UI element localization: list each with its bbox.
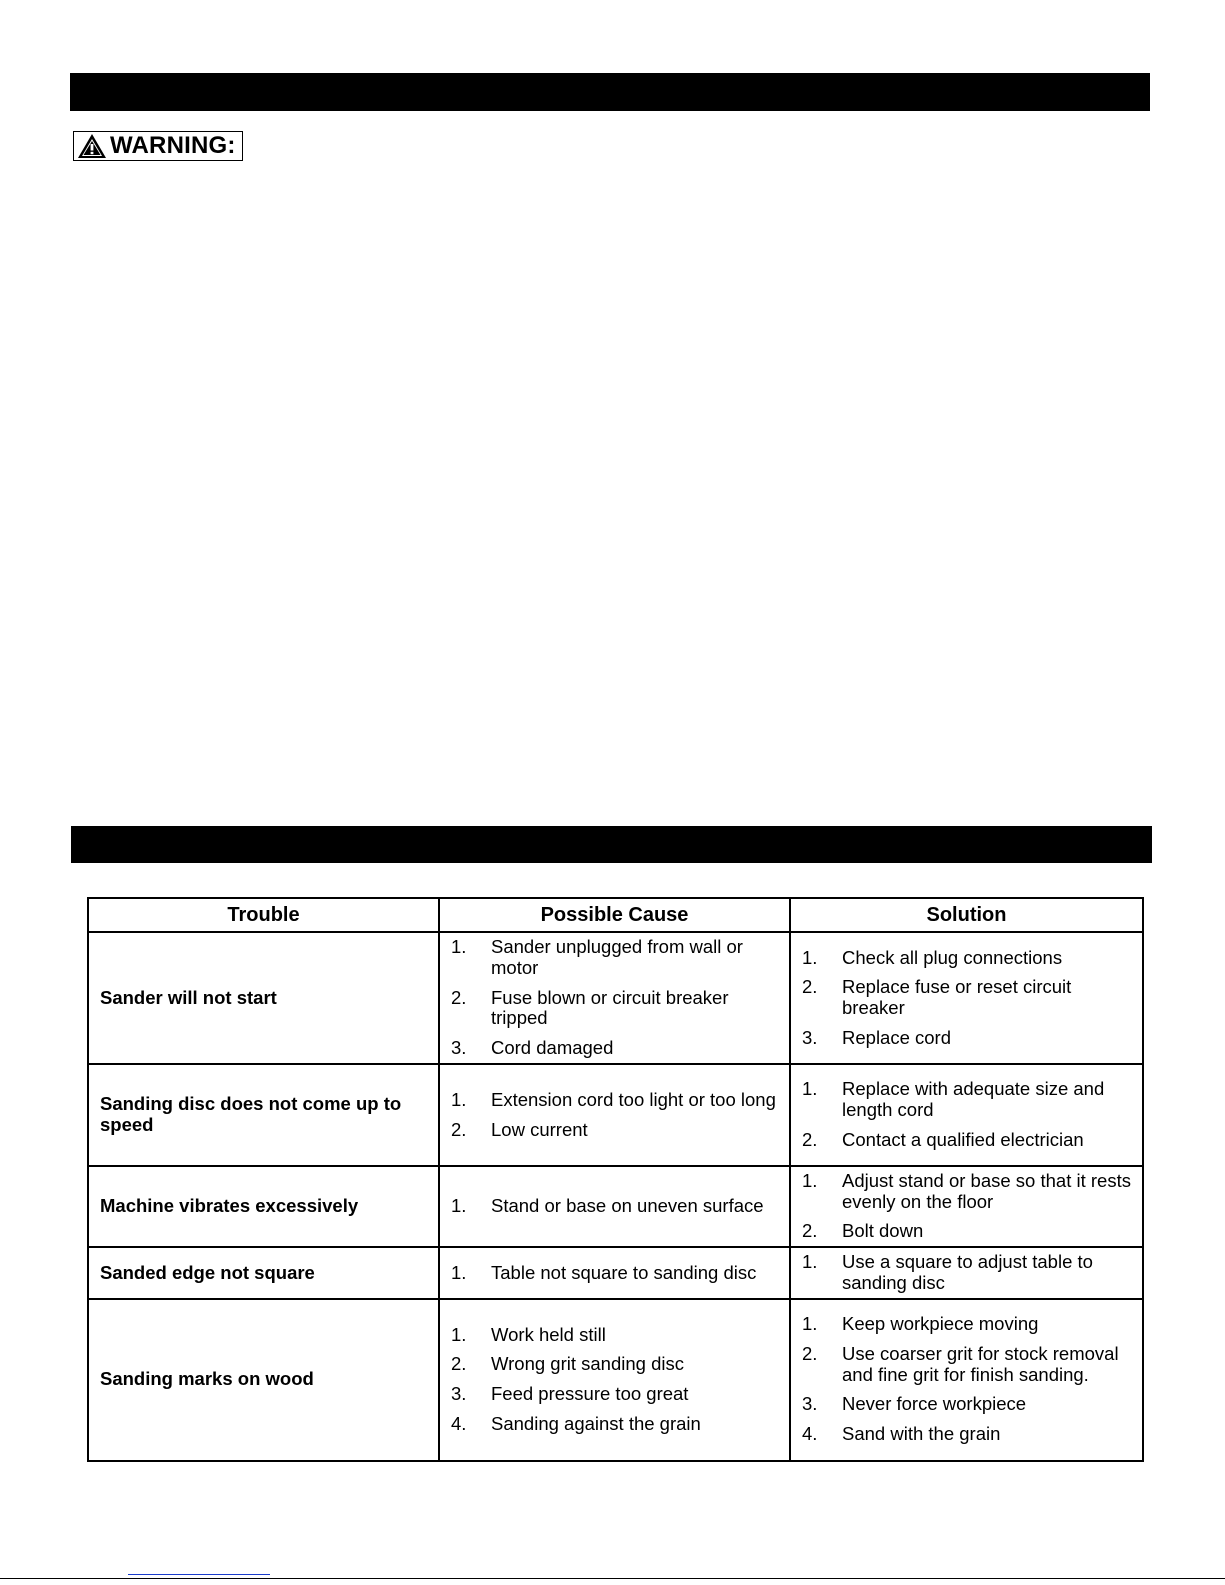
cause-list — [451, 1325, 781, 1435]
cause-list — [451, 1263, 781, 1284]
solution-item-number: 3. — [802, 1393, 818, 1415]
cause-cell — [439, 1299, 790, 1461]
cause-item — [451, 1384, 781, 1405]
cause-item-number: 1. — [451, 936, 467, 958]
solution-item-text: Sand with the grain — [842, 1423, 1001, 1445]
warning-label — [73, 131, 243, 161]
solution-item-number: 2. — [802, 1128, 818, 1150]
solution-item — [802, 1171, 1134, 1212]
solution-item-text: Use a square to adjust table to sanding disc — [842, 1251, 1093, 1293]
solution-item-text: Never force workpiece — [842, 1393, 1027, 1415]
cause-item — [451, 1325, 781, 1346]
table-row — [88, 1064, 1143, 1166]
cause-list — [451, 1090, 781, 1140]
solution-item — [802, 1079, 1134, 1120]
solution-item — [802, 1130, 1134, 1151]
solution-item-number: 3. — [802, 1026, 818, 1048]
cause-item — [451, 1120, 781, 1141]
cause-item-text: Wrong grit sanding disc — [491, 1353, 684, 1375]
solution-list — [802, 1314, 1134, 1445]
table-row — [88, 932, 1143, 1064]
cause-item — [451, 1263, 781, 1284]
solution-item-text: Replace with adequate size and length cord — [842, 1078, 1105, 1121]
solution-item — [802, 1221, 1134, 1242]
cause-item-number: 2. — [451, 1118, 467, 1140]
cause-item-text: Feed pressure too great — [491, 1383, 689, 1405]
header-trouble: Trouble — [88, 898, 439, 932]
cause-item-number: 2. — [451, 986, 467, 1008]
solution-list — [802, 948, 1134, 1049]
solution-item-number: 4. — [802, 1423, 818, 1445]
trouble-cell: Machine vibrates excessively — [88, 1166, 439, 1247]
solution-item-number: 2. — [802, 976, 818, 998]
cause-item-text: Fuse blown or circuit breaker tripped — [491, 986, 729, 1029]
solution-list — [802, 1079, 1134, 1150]
cause-item-number: 1. — [451, 1323, 467, 1345]
cause-item-text: Extension cord too light or too long — [491, 1088, 776, 1110]
solution-item — [802, 1252, 1134, 1293]
table-row — [88, 1299, 1143, 1461]
cause-item — [451, 1414, 781, 1435]
cause-item-number: 3. — [451, 1037, 467, 1059]
section-header-bar-top — [70, 73, 1150, 111]
trouble-cell: Sanding marks on wood — [88, 1299, 439, 1461]
solution-item — [802, 948, 1134, 969]
section-header-bar-troubleshooting — [71, 826, 1152, 863]
cause-list — [451, 1196, 781, 1217]
solution-item-text: Contact a qualified electrician — [842, 1128, 1084, 1150]
solution-cell — [790, 1166, 1143, 1247]
cause-item — [451, 1090, 781, 1111]
cause-item — [451, 1196, 781, 1217]
cause-item-text: Sanding against the grain — [491, 1412, 701, 1434]
cause-item-number: 1. — [451, 1195, 467, 1217]
solution-item-number: 2. — [802, 1220, 818, 1242]
cause-item-text: Cord damaged — [491, 1037, 614, 1059]
cause-cell — [439, 1166, 790, 1247]
solution-item-text: Adjust stand or base so that it rests evenly on the floor — [842, 1170, 1131, 1212]
warning-triangle-icon — [77, 133, 107, 159]
solution-item-number: 1. — [802, 946, 818, 968]
cause-item-text: Work held still — [491, 1323, 606, 1345]
solution-cell — [790, 1247, 1143, 1298]
solution-item-text: Check all plug connections — [842, 946, 1063, 968]
solution-cell — [790, 1064, 1143, 1166]
solution-item-text: Use coarser grit for stock removal and fine grit for finish sanding. — [842, 1343, 1119, 1385]
table-row — [88, 1166, 1143, 1247]
solution-item — [802, 1314, 1134, 1335]
cause-item-number: 3. — [451, 1383, 467, 1405]
troubleshooting-table — [87, 897, 1144, 1462]
header-solution: Solution — [790, 898, 1143, 932]
header-possible-cause: Possible Cause — [439, 898, 790, 932]
solution-list — [802, 1252, 1134, 1293]
cause-item-text: Table not square to sanding disc — [491, 1261, 757, 1283]
solution-item — [802, 1394, 1134, 1415]
cause-item — [451, 1354, 781, 1375]
warning-text: WARNING: — [110, 132, 236, 159]
cause-item-number: 2. — [451, 1353, 467, 1375]
solution-item-text: Keep workpiece moving — [842, 1313, 1039, 1335]
cause-item — [451, 937, 781, 978]
solution-item — [802, 977, 1134, 1018]
solution-list — [802, 1171, 1134, 1242]
cause-list — [451, 937, 781, 1059]
solution-cell — [790, 932, 1143, 1064]
solution-item-text: Bolt down — [842, 1220, 924, 1242]
cause-cell — [439, 1247, 790, 1298]
solution-item-number: 1. — [802, 1313, 818, 1335]
cause-item-text: Low current — [491, 1118, 588, 1140]
table-row — [88, 1247, 1143, 1298]
solution-item-number: 2. — [802, 1343, 818, 1365]
solution-item-number: 1. — [802, 1170, 818, 1191]
solution-cell — [790, 1299, 1143, 1461]
cause-item — [451, 1038, 781, 1059]
solution-item-text: Replace cord — [842, 1026, 952, 1048]
cause-item-number: 4. — [451, 1412, 467, 1434]
trouble-cell: Sander will not start — [88, 932, 439, 1064]
cause-cell — [439, 932, 790, 1064]
solution-item — [802, 1424, 1134, 1445]
footer-link-underline — [128, 1574, 270, 1575]
table-header-row — [88, 898, 1143, 932]
trouble-cell: Sanded edge not square — [88, 1247, 439, 1298]
footer-rule — [0, 1578, 1225, 1579]
cause-item-text: Stand or base on uneven surface — [491, 1195, 764, 1217]
solution-item-number: 1. — [802, 1251, 818, 1273]
solution-item — [802, 1344, 1134, 1385]
cause-cell — [439, 1064, 790, 1166]
solution-item-text: Replace fuse or reset circuit breaker — [842, 976, 1072, 1018]
solution-item-number: 1. — [802, 1078, 818, 1100]
trouble-cell: Sanding disc does not come up to speed — [88, 1064, 439, 1166]
cause-item-number: 1. — [451, 1261, 467, 1283]
cause-item-number: 1. — [451, 1088, 467, 1110]
cause-item — [451, 988, 781, 1029]
solution-item — [802, 1028, 1134, 1049]
cause-item-text: Sander unplugged from wall or motor — [491, 936, 743, 978]
